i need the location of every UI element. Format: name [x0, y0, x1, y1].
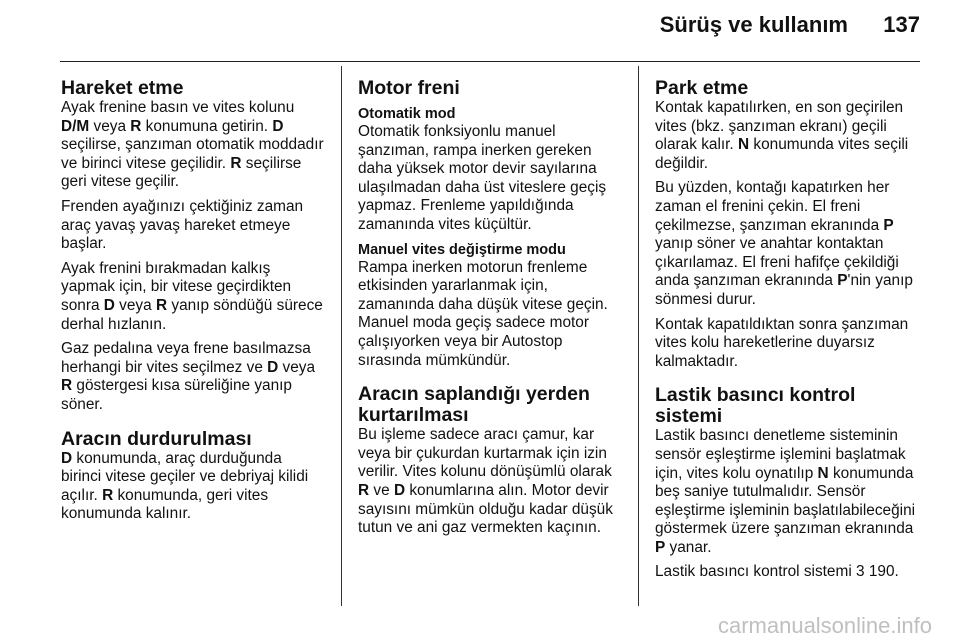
bold-text: R: [155, 296, 168, 314]
bold-text: N: [737, 136, 750, 154]
text-run: Bu yüzden, kontağı kapatırken her zaman el frenini çekin. El freni çekilmezse, şanzıman ekranında: [655, 179, 890, 234]
heading-saplandigi-yerden: Aracın saplandığı yerden kurtarılması: [358, 383, 590, 427]
text-run: veya: [278, 358, 316, 376]
text-run: veya: [114, 296, 156, 314]
heading-aracin-durdurulmasi: Aracın durdurulması: [61, 427, 252, 450]
text-run: seçilirse geri vitese geçilir.: [61, 154, 302, 191]
bold-text: D: [103, 296, 115, 314]
text-run: Gaz pedalına veya frene basılmazsa herhangi bir vites seçilmez ve: [61, 340, 311, 376]
section-title: Sürüş ve kullanım: [659, 12, 848, 37]
text-run: 'nin yanıp sönmesi durur.: [655, 272, 913, 308]
heading-motor-freni: Motor freni: [358, 77, 460, 99]
subheading-manuel-mod: Manuel vites değiştirme modu: [358, 241, 566, 258]
column-1: [61, 78, 326, 530]
bold-text: N: [817, 464, 829, 482]
text-run: Bu işleme sadece aracı çamur, kar veya bir çukurdan kurtarmak için izin verilir. Vites kolunu dönüşümlü olarak: [358, 426, 612, 481]
bold-text: R: [61, 377, 73, 395]
subheading-otomatik-mod: Otomatik mod: [358, 106, 456, 122]
paragraph: [61, 260, 326, 334]
paragraph: Frenden ayağınızı çektiğiniz zaman araç yavaş yavaş hareket etmeye başlar.: [61, 197, 304, 253]
column-divider-1: [341, 66, 342, 606]
paragraph: Otomatik fonksiyonlu manuel şanzıman, rampa inerken gereken daha yüksek motor devir sayılarına ulaşılmadan daha üst viteslere geçiş yapmaz. Frenleme yapıldığında zamanında vites küçültür.: [358, 123, 607, 233]
paragraph: Kontak kapatıldıktan sonra şanzıman vites kolu hareketlerine duyarsız kalmaktadır.: [655, 315, 909, 370]
paragraph: [655, 179, 923, 309]
text-run: ve: [369, 481, 394, 499]
text-run: yanar.: [665, 538, 712, 556]
heading-hareket-etme: Hareket etme: [61, 77, 184, 99]
text-run: 190.: [864, 563, 899, 581]
text-run: yanıp söner ve anahtar kontaktan çıkarılamaz. El freni hafifçe çekildiği anda şanzıman ekranında: [655, 235, 899, 290]
text-run: Ayak frenine basın ve vites kolunu: [61, 99, 295, 116]
text-run: Lastik basıncı denetleme sisteminin sensör eşleştirme işlemini başlatmak için, vites kolu oynatılıp: [655, 427, 906, 482]
bold-text: D: [393, 481, 406, 499]
bold-text: D: [272, 117, 284, 135]
bold-text: R: [102, 486, 114, 504]
paragraph: [655, 427, 923, 557]
paragraph: [61, 450, 326, 524]
bold-text: R: [358, 481, 370, 499]
heading-park-etme: Park etme: [655, 77, 749, 99]
text-run: göstergesi kısa süreliğine yanıp söner.: [61, 377, 292, 413]
text-run: konumuna getirin.: [141, 117, 273, 135]
bold-text: P: [655, 538, 666, 556]
heading-lastik-basinci: Lastik basıncı kontrol sistemi: [655, 384, 856, 428]
paragraph: [61, 99, 326, 192]
bold-text: D/M: [61, 117, 90, 135]
bold-text: D: [61, 449, 73, 467]
page-header: [0, 0, 960, 62]
text-run: yanıp söndüğü sürece derhal hızlanın.: [61, 296, 323, 333]
text-run: konumunda vites seçili değildir.: [655, 136, 909, 172]
text-run: Kontak kapatılırken, en son geçirilen vites (bkz. şanzıman ekranı) geçili olarak kalır.: [655, 99, 904, 154]
text-run: Lastik basıncı kontrol sistemi: [655, 563, 857, 581]
watermark: carmanualsonline.info: [717, 613, 932, 638]
bold-text: D: [267, 358, 279, 376]
column-divider-2: [638, 66, 639, 606]
column-2: [358, 78, 624, 544]
page-number: 137: [883, 12, 920, 37]
paragraph: Rampa inerken motorun frenleme etkisinden yararlanmak için, zamanında daha düşük vitese geçin. Manuel moda geçiş sadece motor çalışıyorken veya bir Autostop sırasında mümkündür.: [358, 258, 608, 369]
paragraph: [61, 340, 326, 414]
bold-text: R: [130, 117, 142, 135]
text-run: veya: [89, 117, 131, 135]
text-run: Ayak frenini bırakmadan kalkış yapmak için, bir vitese geçirdikten sonra: [61, 259, 292, 314]
text-run: konumunda, geri vites konumunda kalınır.: [61, 486, 269, 523]
text-run: seçilirse, şanzıman otomatik moddadır ve birinci vitese geçilidir.: [61, 136, 324, 172]
header-rule: [60, 61, 920, 62]
page-reference-icon: 3: [856, 563, 865, 581]
text-run: konumlarına alın. Motor devir sayısını mümkün olduğu kadar düşük tutun ve ani gaz vermekten kaçının.: [358, 481, 613, 537]
column-3: [655, 78, 923, 588]
text-run: konumunda beş saniye tutulmalıdır. Sensör eşleştirme işleminin başlatılabileceğini göstermek üzere şanzıman ekranında: [655, 464, 916, 538]
text-run: konumunda, araç durduğunda birinci vitese geçiler ve debriyaj kilidi açılır.: [61, 449, 309, 504]
bold-text: P: [883, 216, 894, 234]
paragraph: [358, 426, 624, 538]
bold-text: R: [230, 154, 242, 172]
bold-text: P: [837, 272, 848, 290]
paragraph: [655, 99, 923, 173]
paragraph: [655, 563, 923, 582]
